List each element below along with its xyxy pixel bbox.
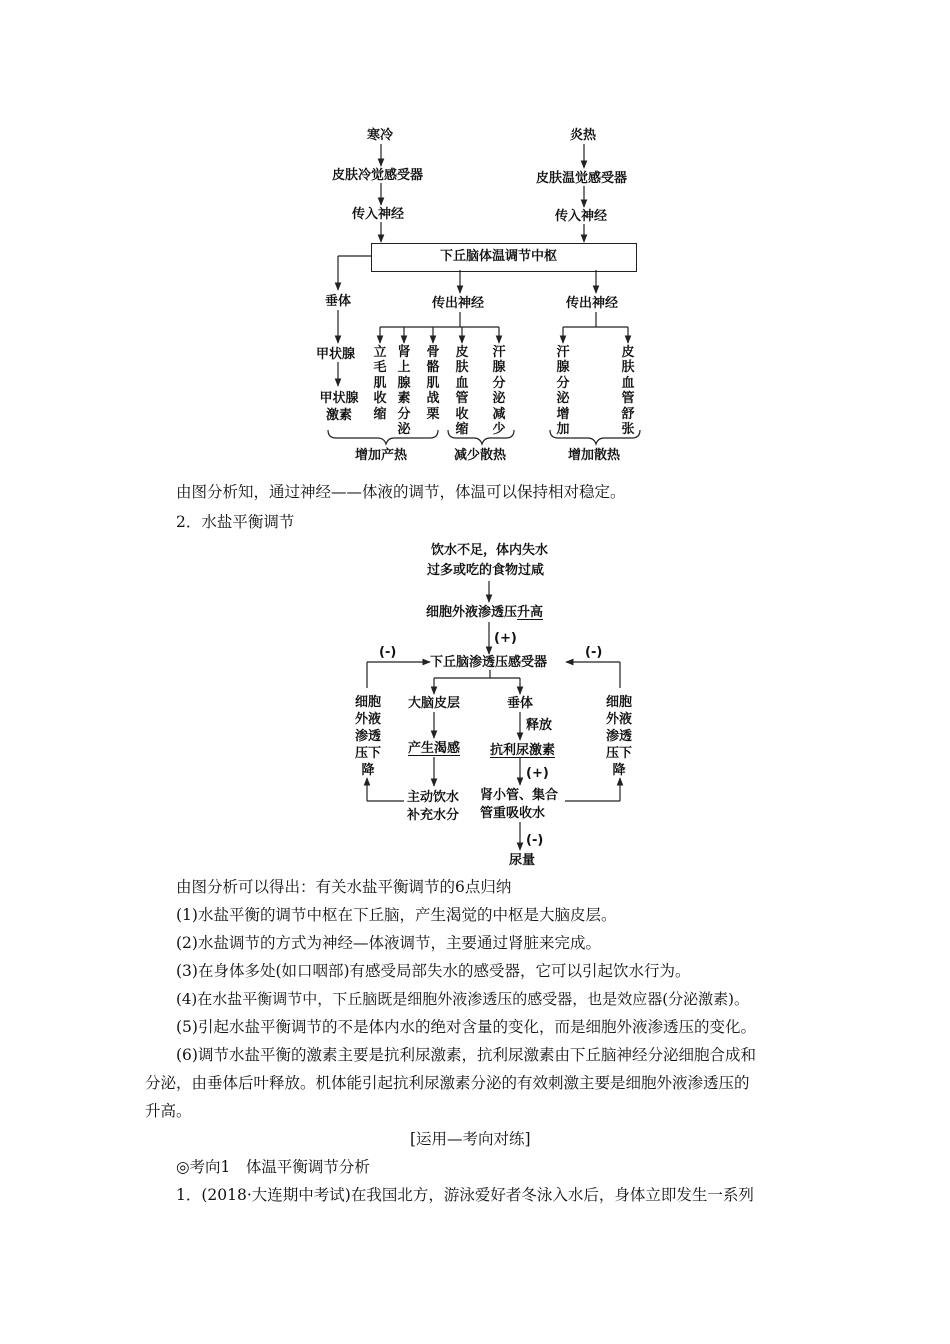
adrenaline-secretion-label: 肾上腺素分泌 [397,345,411,438]
adh-label: 抗利尿激素 [490,743,556,758]
summary-point-6-line-1: (6)调节水盐平衡的激素主要是抗利尿激素，抗利尿激素由下丘脑神经分泌细胞合成和 [176,1046,756,1064]
shivering-label: 骨骼肌战栗 [426,345,440,422]
reabsorb-line-1: 肾小管、集合 [480,788,559,803]
practice-header: [运用—考向对练] [410,1130,531,1148]
heat-loss-decrease-label: 减少散热 [454,448,507,463]
section-2-title: 2．水盐平衡调节 [176,513,295,531]
cause-line-2: 过多或吃的食物过咸 [427,563,545,578]
thyroid-hormone-label: 甲状腺激素 [319,391,359,423]
heat-loss-increase-label: 增加散热 [568,448,621,463]
urine-volume-label: 尿量 [509,853,536,868]
afferent-nerve-left: 传入神经 [352,207,405,222]
minus-sign-left: (-) [379,645,397,660]
cold-label: 寒冷 [367,128,394,143]
cerebral-cortex-label: 大脑皮层 [408,696,461,711]
question-1: 1．(2018·大连期中考试)在我国北方，游泳爱好者冬泳入水后，身体立即发生一系列 [176,1186,754,1204]
thermoregulation-center-label: 下丘脑体温调节中枢 [440,249,558,264]
summary-point-2: (2)水盐调节的方式为神经—体液调节，主要通过肾脏来完成。 [176,934,601,952]
osmotic-drop-right-label: 细胞外液渗透压下降 [605,695,632,778]
summary-point-5: (5)引起水盐平衡调节的不是体内水的绝对含量的变化，而是细胞外液渗透压的变化。 [176,1018,756,1036]
heat-gain-label: 增加产热 [355,448,408,463]
conclusion-paragraph: 由图分析知，通过神经——体液的调节，体温可以保持相对稳定。 [176,483,626,501]
summary-point-6-line-2: 分泌，由垂体后叶释放。机体能引起抗利尿激素分泌的有效刺激主要是细胞外液渗透压的 [145,1074,750,1092]
summary-point-1: (1)水盐平衡的调节中枢在下丘脑，产生渴觉的中枢是大脑皮层。 [176,906,617,924]
summary-point-6-line-3: 升高。 [145,1102,192,1120]
drink-line-1: 主动饮水 [407,790,460,805]
plus-sign-1: (+) [494,631,517,646]
afferent-nerve-right: 传入神经 [555,209,608,224]
practice-topic: ◎考向1 体温平衡调节分析 [176,1158,370,1176]
osmotic-rise-suffix: 升高 [517,605,544,620]
cold-receptor-label: 皮肤冷觉感受器 [332,168,424,183]
efferent-nerve-right: 传出神经 [566,296,619,311]
thyroid-label: 甲状腺 [316,347,356,362]
summary-point-3: (3)在身体多处(如口咽部)有感受局部失水的感受器，它可以引起饮水行为。 [176,962,691,980]
minus-sign-bottom: (-) [526,833,544,848]
summary-point-4: (4)在水盐平衡调节中，下丘脑既是细胞外液渗透压的感受器，也是效应器(分泌激素)。 [176,990,749,1008]
hot-label: 炎热 [570,128,597,143]
plus-sign-2: (+) [526,766,549,781]
reabsorb-line-2: 管重吸收水 [480,806,546,821]
pituitary-label: 垂体 [325,294,352,309]
drink-line-2: 补充水分 [407,808,460,823]
cause-line-1: 饮水不足，体内失水 [431,543,549,558]
sweat-increase-label: 汗腺分泌增加 [556,345,570,438]
vasoconstriction-label: 皮肤血管收缩 [455,345,469,438]
summary-intro: 由图分析可以得出：有关水盐平衡调节的6点归纳 [176,878,512,896]
thirst-label: 产生渴感 [408,741,461,756]
sweat-decrease-label: 汗腺分泌减少 [492,345,506,438]
vasodilation-label: 皮肤血管舒张 [621,345,635,438]
piloerection-label: 立毛肌收缩 [373,345,387,422]
minus-sign-right: (-) [585,645,603,660]
hypothalamus-osmoreceptor-label: 下丘脑渗透压感受器 [430,655,548,670]
efferent-nerve-mid: 传出神经 [432,296,485,311]
osmotic-rise-prefix: 细胞外液渗透压 [426,605,518,620]
osmotic-drop-left-label: 细胞外液渗透压下降 [354,695,381,778]
osmotic-pressure-rise-label [426,605,543,620]
release-label: 释放 [526,718,553,733]
pituitary-label-2: 垂体 [507,696,534,711]
warm-receptor-label: 皮肤温觉感受器 [536,171,628,186]
